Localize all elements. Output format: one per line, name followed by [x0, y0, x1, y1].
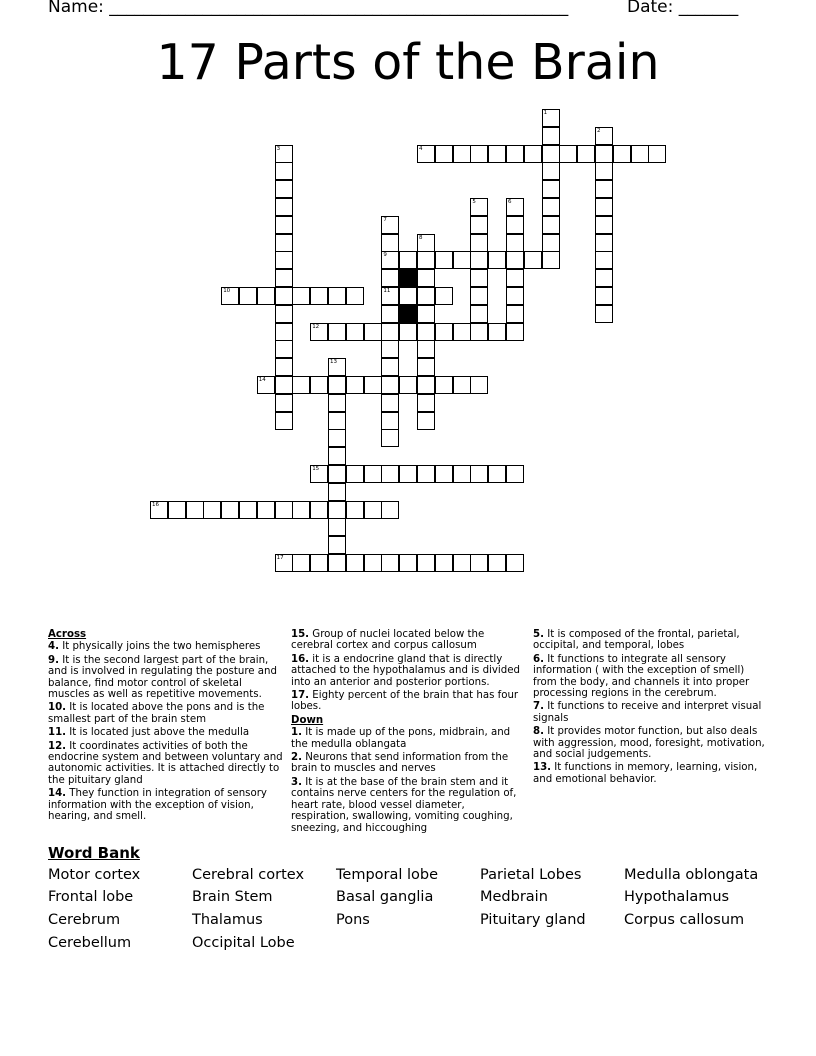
grid-cell[interactable]: [381, 501, 399, 519]
grid-cell[interactable]: [542, 145, 560, 163]
grid-cell[interactable]: [417, 269, 435, 287]
clue-number-label: 15.: [291, 629, 310, 640]
grid-cell[interactable]: [470, 305, 488, 323]
word-bank-item: Basal ganglia: [336, 889, 434, 905]
grid-cell[interactable]: [399, 554, 417, 572]
clue-number-label: 9.: [48, 654, 59, 666]
grid-cell[interactable]: [381, 216, 399, 234]
clue-text: It is made up of the pons, midbrain, and the medulla oblangata: [291, 727, 511, 750]
word-bank-item: Brain Stem: [192, 889, 273, 905]
grid-cell[interactable]: [275, 234, 293, 252]
clue-number: 7: [383, 216, 387, 223]
clue-text: Group of nuclei located below the cerebral cortex and corpus callosum: [291, 629, 485, 652]
clue-text: They function in integration of sensory information with the exception of vision, hearing, and smell.: [48, 788, 267, 823]
grid-cell[interactable]: [631, 145, 649, 163]
clue-number-label: 17.: [291, 690, 310, 702]
grid-cell[interactable]: [310, 376, 328, 394]
grid-cell[interactable]: [275, 501, 293, 519]
clue-item: [533, 726, 765, 760]
grid-cell[interactable]: [292, 287, 310, 305]
clue-item: [291, 654, 525, 688]
grid-cell[interactable]: [506, 251, 524, 269]
grid-cell[interactable]: [168, 501, 186, 519]
grid-cell[interactable]: [595, 251, 613, 269]
clue-item: [533, 762, 765, 785]
grid-cell[interactable]: [470, 145, 488, 163]
grid-cell[interactable]: [328, 554, 346, 572]
grid-cell[interactable]: [470, 234, 488, 252]
clue-number-label: 8.: [533, 726, 544, 738]
grid-cell[interactable]: [328, 501, 346, 519]
clue-text: It functions in memory, learning, vision, and emotional behavior.: [533, 762, 758, 785]
grid-cell[interactable]: [488, 145, 506, 163]
grid-cell[interactable]: [417, 376, 435, 394]
clue-number-label: 3.: [291, 776, 302, 788]
clue-number-label: 14.: [48, 788, 67, 800]
grid-cell[interactable]: [381, 340, 399, 358]
word-bank-item: Occipital Lobe: [192, 935, 295, 951]
clue-number: 16: [152, 501, 159, 508]
grid-cell[interactable]: [470, 216, 488, 234]
grid-cell[interactable]: [417, 465, 435, 483]
clue-item: [533, 629, 765, 652]
clue-text: It coordinates activities of both the endocrine system and between voluntary and autonomic activities. It is attached directly to the pituitary gland: [48, 740, 283, 786]
grid-block: [399, 305, 417, 323]
grid-cell[interactable]: [150, 501, 168, 519]
clues-column-2: [291, 629, 525, 836]
clue-text: It is at the base of the brain stem and it contains nerve centers for the regulation of, heart rate, blood vessel diameter, respiration, swallowing, vomiting coughing, sneezing, and hiccoughing: [291, 776, 517, 834]
grid-cell[interactable]: [275, 287, 293, 305]
grid-cell[interactable]: [381, 323, 399, 341]
grid-cell[interactable]: [506, 145, 524, 163]
clue-number-label: 6.: [533, 653, 544, 665]
clue-item: [533, 701, 765, 724]
grid-cell[interactable]: [381, 376, 399, 394]
date-field-label: Date: _______: [627, 0, 739, 17]
grid-cell[interactable]: [542, 216, 560, 234]
grid-cell[interactable]: [488, 465, 506, 483]
clue-text: It functions to receive and interpret visual signals: [533, 701, 762, 724]
grid-cell[interactable]: [292, 376, 310, 394]
grid-cell[interactable]: [470, 251, 488, 269]
word-bank-item: Corpus callosum: [624, 912, 745, 928]
grid-cell[interactable]: [506, 465, 524, 483]
grid-cell[interactable]: [364, 376, 382, 394]
grid-cell[interactable]: [381, 269, 399, 287]
grid-cell[interactable]: [488, 323, 506, 341]
grid-cell[interactable]: [542, 180, 560, 198]
across-heading: Across: [48, 629, 87, 640]
grid-cell[interactable]: [595, 180, 613, 198]
grid-cell[interactable]: [453, 376, 471, 394]
grid-cell[interactable]: [453, 251, 471, 269]
grid-cell[interactable]: [275, 412, 293, 430]
grid-cell[interactable]: [435, 287, 453, 305]
grid-cell[interactable]: [542, 127, 560, 145]
grid-cell[interactable]: [310, 465, 328, 483]
grid-cell[interactable]: [542, 251, 560, 269]
grid-cell[interactable]: [310, 323, 328, 341]
grid-cell[interactable]: [381, 251, 399, 269]
grid-cell[interactable]: [346, 465, 364, 483]
grid-cell[interactable]: [328, 447, 346, 465]
clue-item: [291, 727, 525, 750]
clue-number: 15: [312, 466, 320, 472]
grid-cell[interactable]: [328, 465, 346, 483]
clue-number-label: 1.: [291, 727, 302, 739]
grid-cell[interactable]: [275, 340, 293, 358]
clue-number: 8: [419, 234, 423, 241]
grid-cell[interactable]: [613, 145, 631, 163]
grid-cell[interactable]: [470, 465, 488, 483]
grid-cell[interactable]: [470, 287, 488, 305]
grid-cell[interactable]: [328, 536, 346, 554]
word-bank-title: Word Bank: [48, 844, 140, 862]
clue-number-label: 5.: [533, 629, 544, 640]
grid-cell[interactable]: [310, 287, 328, 305]
grid-cell[interactable]: [595, 216, 613, 234]
grid-cell[interactable]: [364, 554, 382, 572]
grid-cell[interactable]: [346, 554, 364, 572]
clue-number-label: 4.: [48, 641, 59, 653]
grid-cell[interactable]: [203, 501, 221, 519]
grid-cell[interactable]: [381, 234, 399, 252]
grid-cell[interactable]: [346, 501, 364, 519]
grid-cell[interactable]: [328, 518, 346, 536]
clue-number-label: 2.: [291, 752, 302, 764]
grid-cell[interactable]: [381, 429, 399, 447]
grid-cell[interactable]: [470, 376, 488, 394]
grid-cell[interactable]: [328, 483, 346, 501]
grid-cell[interactable]: [595, 198, 613, 216]
grid-cell[interactable]: [381, 287, 399, 305]
grid-cell[interactable]: [506, 234, 524, 252]
grid-cell[interactable]: [328, 412, 346, 430]
down-heading: Down: [291, 714, 324, 726]
clue-number: 13: [330, 359, 337, 366]
word-bank-item: Medulla oblongata: [624, 867, 759, 883]
grid-cell[interactable]: [364, 465, 382, 483]
grid-block: [399, 269, 417, 287]
grid-cell[interactable]: [221, 287, 239, 305]
grid-cell[interactable]: [364, 501, 382, 519]
clue-text: It provides motor function, but also deals with aggression, mood, foresight, motivation, and social judgements.: [533, 726, 765, 761]
clue-item: [48, 788, 284, 822]
grid-cell[interactable]: [453, 554, 471, 572]
clue-number: 2: [597, 127, 601, 134]
grid-cell[interactable]: [275, 180, 293, 198]
page-title: 17 Parts of the Brain: [156, 34, 660, 91]
word-bank-item: Medbrain: [480, 889, 548, 905]
grid-cell[interactable]: [524, 145, 542, 163]
grid-cell[interactable]: [470, 198, 488, 216]
word-bank-item: Motor cortex: [48, 867, 141, 883]
grid-cell[interactable]: [648, 145, 666, 163]
grid-cell[interactable]: [453, 145, 471, 163]
clue-text: it is a endocrine gland that is directly attached to the hypothalamus and is divided into an anterior and posterior portions.: [291, 653, 520, 688]
clue-item: [48, 727, 284, 738]
grid-cell[interactable]: [186, 501, 204, 519]
grid-cell[interactable]: [506, 198, 524, 216]
grid-cell[interactable]: [381, 394, 399, 412]
clue-text: It is located above the pons and is the smallest part of the brain stem: [48, 702, 265, 725]
grid-cell[interactable]: [595, 269, 613, 287]
grid-cell[interactable]: [435, 376, 453, 394]
grid-cell[interactable]: [275, 394, 293, 412]
grid-cell[interactable]: [275, 145, 293, 163]
grid-cell[interactable]: [417, 554, 435, 572]
clue-item: [533, 654, 765, 700]
grid-cell[interactable]: [292, 501, 310, 519]
grid-cell[interactable]: [399, 465, 417, 483]
grid-cell[interactable]: [470, 554, 488, 572]
clue-item: [48, 741, 284, 787]
clue-number-label: 11.: [48, 727, 67, 739]
grid-cell[interactable]: [239, 501, 257, 519]
clue-number-label: 13.: [533, 762, 552, 774]
grid-cell[interactable]: [346, 323, 364, 341]
grid-cell[interactable]: [381, 412, 399, 430]
grid-cell[interactable]: [381, 465, 399, 483]
grid-cell[interactable]: [292, 554, 310, 572]
grid-cell[interactable]: [595, 145, 613, 163]
grid-cell[interactable]: [542, 162, 560, 180]
grid-cell[interactable]: [221, 501, 239, 519]
word-bank-item: Parietal Lobes: [480, 867, 582, 883]
grid-cell[interactable]: [453, 323, 471, 341]
grid-cell[interactable]: [542, 109, 560, 127]
grid-cell[interactable]: [595, 127, 613, 145]
grid-cell[interactable]: [275, 376, 293, 394]
grid-cell[interactable]: [275, 216, 293, 234]
grid-cell[interactable]: [542, 234, 560, 252]
word-bank-item: Cerebral cortex: [192, 867, 305, 883]
clue-number-label: 12.: [48, 740, 67, 752]
grid-cell[interactable]: [399, 376, 417, 394]
word-bank-item: Cerebellum: [48, 935, 132, 951]
grid-cell[interactable]: [524, 251, 542, 269]
clue-number: 17: [276, 555, 284, 561]
grid-cell[interactable]: [506, 305, 524, 323]
grid-cell[interactable]: [506, 287, 524, 305]
grid-cell[interactable]: [310, 554, 328, 572]
grid-cell[interactable]: [417, 340, 435, 358]
clue-number: 10: [223, 288, 231, 294]
grid-cell[interactable]: [275, 198, 293, 216]
grid-cell[interactable]: [506, 216, 524, 234]
clue-text: It is composed of the frontal, parietal, occipital, and temporal, lobes: [533, 629, 740, 652]
clue-text: It is the second largest part of the brain, and is involved in regulating the posture and balance, find motor control of skeletal muscles as well as repetitive movements.: [48, 654, 277, 701]
grid-cell[interactable]: [595, 234, 613, 252]
clues-column-1: [48, 629, 284, 825]
grid-cell[interactable]: [275, 305, 293, 323]
word-bank-item: Frontal lobe: [48, 889, 134, 905]
clue-number: 12: [312, 323, 320, 330]
grid-cell[interactable]: [542, 198, 560, 216]
grid-cell[interactable]: [453, 465, 471, 483]
grid-cell[interactable]: [364, 323, 382, 341]
grid-cell[interactable]: [257, 287, 275, 305]
grid-cell[interactable]: [470, 269, 488, 287]
grid-cell[interactable]: [381, 358, 399, 376]
grid-cell[interactable]: [257, 376, 275, 394]
grid-cell[interactable]: [275, 251, 293, 269]
clue-item: [291, 752, 525, 775]
clue-text: Neurons that send information from the brain to muscles and nerves: [291, 752, 509, 775]
clues-column-3: [533, 629, 765, 787]
word-bank-item: Pons: [336, 912, 370, 928]
grid-cell[interactable]: [328, 429, 346, 447]
grid-cell[interactable]: [417, 358, 435, 376]
clue-number: 6: [508, 199, 512, 205]
grid-cell[interactable]: [328, 394, 346, 412]
grid-cell[interactable]: [399, 251, 417, 269]
grid-cell[interactable]: [506, 269, 524, 287]
grid-cell[interactable]: [577, 145, 595, 163]
grid-cell[interactable]: [328, 287, 346, 305]
clue-item: [48, 702, 284, 725]
grid-cell[interactable]: [381, 305, 399, 323]
clue-number: 14: [258, 377, 266, 383]
grid-cell[interactable]: [417, 287, 435, 305]
grid-cell[interactable]: [417, 394, 435, 412]
grid-cell[interactable]: [417, 305, 435, 323]
word-bank-item: Temporal lobe: [336, 867, 439, 883]
grid-cell[interactable]: [506, 554, 524, 572]
grid-cell[interactable]: [275, 554, 293, 572]
clue-number: 1: [543, 110, 548, 116]
clue-item: [48, 655, 284, 701]
clue-text: It physically joins the two hemispheres: [58, 641, 261, 653]
clue-number: 5: [472, 199, 476, 205]
word-bank-item: Thalamus: [192, 912, 263, 928]
word-bank-item: Hypothalamus: [624, 889, 730, 905]
grid-cell[interactable]: [346, 376, 364, 394]
word-bank-item: Pituitary gland: [480, 912, 586, 928]
grid-cell[interactable]: [417, 323, 435, 341]
grid-cell[interactable]: [435, 251, 453, 269]
grid-cell[interactable]: [488, 251, 506, 269]
grid-cell[interactable]: [435, 145, 453, 163]
grid-cell[interactable]: [275, 162, 293, 180]
clue-number: 3: [276, 145, 281, 152]
word-bank-item: Cerebrum: [48, 912, 121, 928]
clue-text: It functions to integrate all sensory information ( with the exception of smell) from the body, and channels it into proper processing regions in the cerebrum.: [533, 653, 750, 700]
clue-number: 11: [383, 288, 391, 294]
clue-number-label: 10.: [48, 702, 67, 714]
clue-item: [291, 690, 525, 713]
grid-cell[interactable]: [257, 501, 275, 519]
grid-cell[interactable]: [417, 251, 435, 269]
grid-cell[interactable]: [399, 323, 417, 341]
grid-cell[interactable]: [488, 554, 506, 572]
name-field-label: Name: ______________________________________________________: [48, 0, 569, 17]
clue-number: 4: [419, 145, 423, 152]
clue-item: [291, 777, 525, 834]
grid-cell[interactable]: [275, 269, 293, 287]
grid-cell[interactable]: [417, 234, 435, 252]
grid-cell[interactable]: [328, 358, 346, 376]
grid-cell[interactable]: [275, 323, 293, 341]
grid-cell[interactable]: [310, 501, 328, 519]
clue-item: [48, 641, 284, 652]
grid-cell[interactable]: [417, 412, 435, 430]
clue-text: It is located just above the medulla: [66, 727, 250, 739]
clue-number-label: 16.: [291, 653, 310, 665]
clue-text: Eighty percent of the brain that has four lobes.: [291, 690, 519, 713]
grid-cell[interactable]: [399, 287, 417, 305]
grid-cell[interactable]: [328, 323, 346, 341]
grid-cell[interactable]: [559, 145, 577, 163]
grid-cell[interactable]: [595, 162, 613, 180]
grid-cell[interactable]: [346, 287, 364, 305]
grid-cell[interactable]: [435, 554, 453, 572]
grid-cell[interactable]: [381, 554, 399, 572]
clue-number: 9: [383, 252, 387, 259]
grid-cell[interactable]: [595, 305, 613, 323]
grid-cell[interactable]: [328, 376, 346, 394]
grid-cell[interactable]: [506, 323, 524, 341]
clue-number-label: 7.: [533, 701, 544, 713]
grid-cell[interactable]: [417, 145, 435, 163]
grid-cell[interactable]: [239, 287, 257, 305]
grid-cell[interactable]: [595, 287, 613, 305]
grid-cell[interactable]: [470, 323, 488, 341]
grid-cell[interactable]: [275, 358, 293, 376]
grid-cell[interactable]: [435, 465, 453, 483]
grid-cell[interactable]: [435, 323, 453, 341]
clue-item: [291, 629, 525, 652]
